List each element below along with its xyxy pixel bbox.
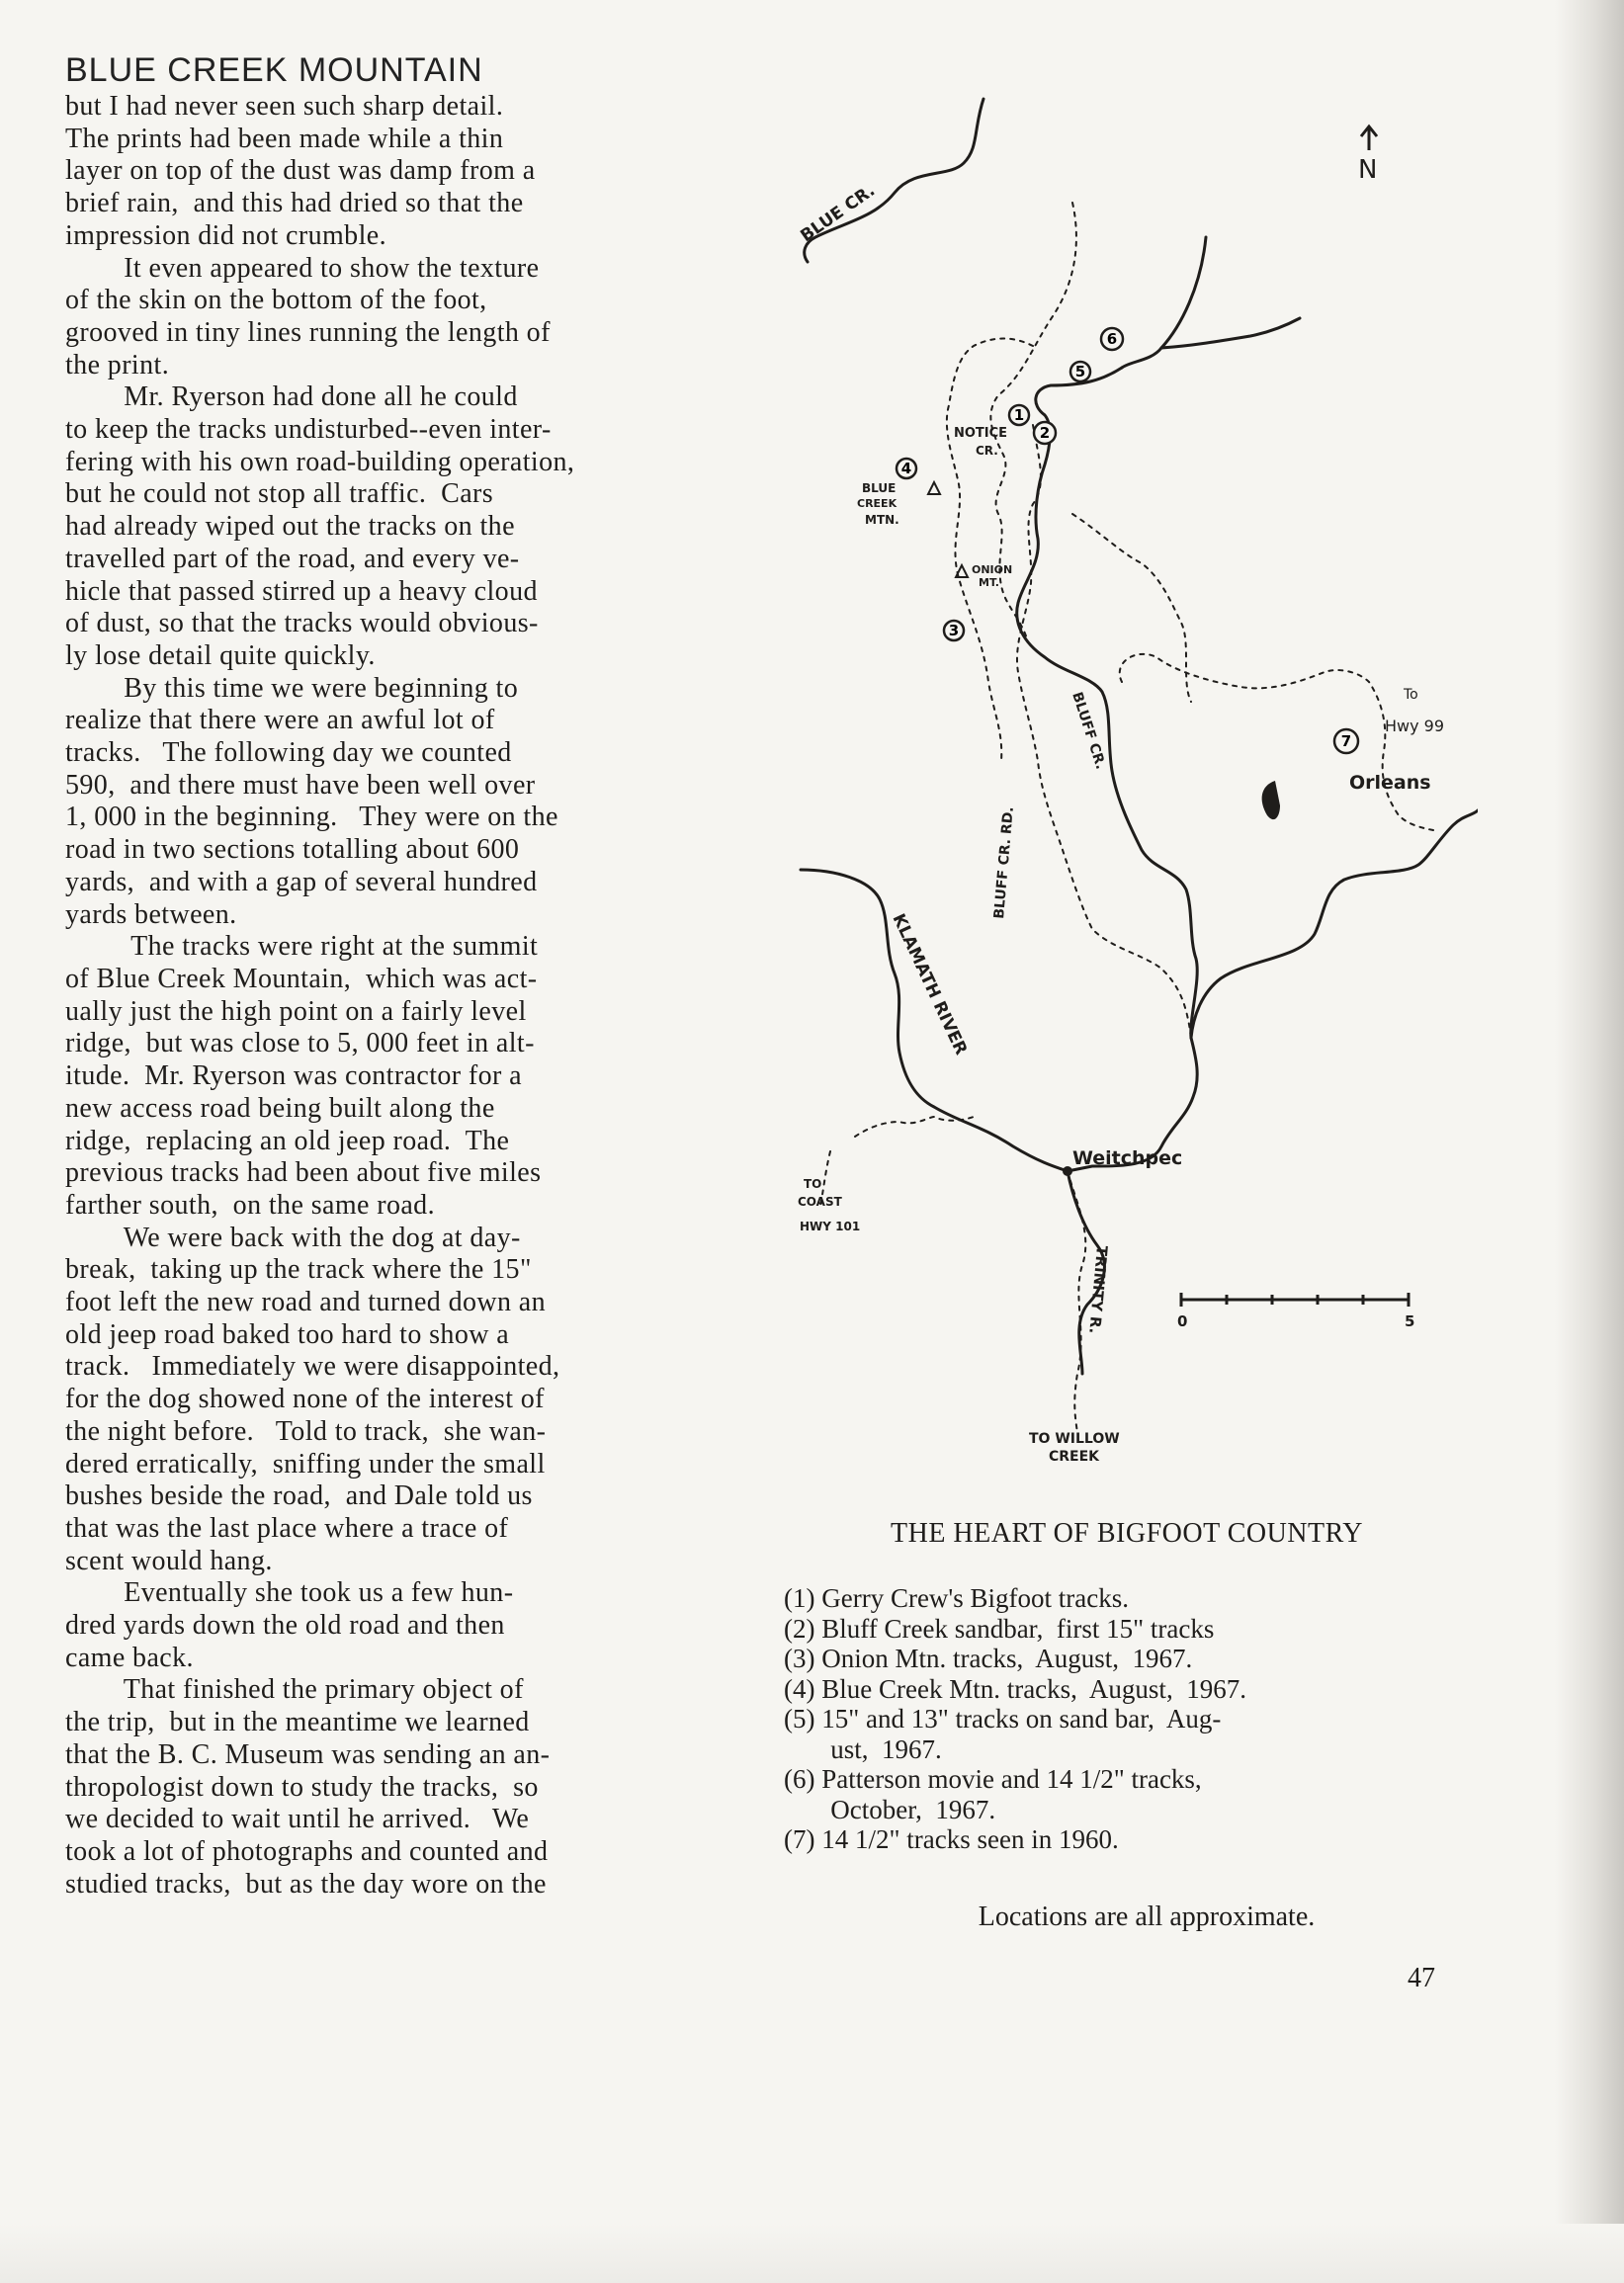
body-line: yards, and with a gap of several hundred xyxy=(65,866,538,897)
body-line: the trip, but in the meantime we learned xyxy=(65,1707,530,1738)
body-line: 590, and there must have been well over xyxy=(65,769,536,801)
body-line: travelled part of the road, and every ve- xyxy=(65,543,520,574)
marker-7 xyxy=(1334,729,1358,753)
body-line: impression did not crumble. xyxy=(65,219,386,251)
map-caption-title: THE HEART OF BIGFOOT COUNTRY xyxy=(891,1518,1363,1549)
body-line: The prints had been made while a thin xyxy=(65,123,504,154)
to-willow-creek-label-1: TO WILLOW xyxy=(1029,1431,1120,1447)
body-line: fering with his own road-building operation, xyxy=(65,446,575,477)
body-line: studied tracks, but as the day wore on the xyxy=(65,1868,547,1900)
body-line: We were back with the dog at day- xyxy=(65,1222,521,1253)
body-line: realize that there were an awful lot of xyxy=(65,705,495,736)
to-coast-label-1: TO xyxy=(804,1177,822,1191)
weitchpec-town-icon xyxy=(1063,1166,1072,1176)
legend-item: (2) Bluff Creek sandbar, first 15" tracks xyxy=(784,1613,1215,1644)
body-line: new access road being built along the xyxy=(65,1092,495,1124)
body-line: itude. Mr. Ryerson was contractor for a xyxy=(65,1060,522,1092)
body-line: the night before. Told to track, she wan- xyxy=(65,1415,547,1447)
north-arrow-icon xyxy=(1361,127,1377,150)
body-line: came back. xyxy=(65,1642,194,1673)
page-edge-shadow xyxy=(1555,0,1624,2283)
legend-item: ust, 1967. xyxy=(784,1733,942,1764)
willow-creek-road xyxy=(1068,1171,1085,1433)
bigfoot-country-map xyxy=(786,89,1478,1492)
body-line: ridge, but was close to 5, 000 feet in alt- xyxy=(65,1028,535,1059)
body-line: of Blue Creek Mountain, which was act- xyxy=(65,963,538,994)
body-line: brief rain, and this had dried so that the xyxy=(65,188,524,219)
map-drawing xyxy=(786,89,1478,1492)
marker-6 xyxy=(1101,328,1123,350)
upper-creek-branch xyxy=(1161,318,1300,348)
blue-creek-line xyxy=(805,99,983,262)
svg-text:6: 6 xyxy=(1106,330,1118,348)
svg-text:5: 5 xyxy=(1074,363,1086,380)
body-line: that was the last place where a trace of xyxy=(65,1512,509,1544)
legend-item: (6) Patterson movie and 14 1/2" tracks, xyxy=(784,1764,1202,1794)
bluff-creek-line xyxy=(1017,368,1197,1038)
onion-mt-label-1: ONION xyxy=(972,563,1013,576)
svg-text:7: 7 xyxy=(1340,732,1352,750)
blue-creek-mtn-label-3: MTN. xyxy=(865,513,899,527)
to-hwy-99-label-1: To xyxy=(1404,687,1418,703)
body-line: we decided to wait until he arrived. We xyxy=(65,1804,530,1835)
body-line: yards between. xyxy=(65,898,237,930)
body-line: road in two sections totalling about 600 xyxy=(65,834,520,866)
blue-creek-ridge-road xyxy=(990,203,1076,642)
main-text-column xyxy=(65,49,737,1901)
klamath-river-label: KLAMATH RIVER xyxy=(888,910,972,1058)
marker-2 xyxy=(1034,422,1056,444)
body-line: foot left the new road and turned down an xyxy=(65,1287,547,1318)
body-line: had already wiped out the tracks on the xyxy=(65,511,515,543)
body-line: ridge, replacing an old jeep road. The xyxy=(65,1125,510,1156)
marker-4 xyxy=(897,459,916,478)
blue-creek-mtn-label-2: CREEK xyxy=(857,497,897,510)
body-line: That finished the primary object of xyxy=(65,1674,524,1706)
body-line: that the B. C. Museum was sending an an- xyxy=(65,1738,551,1770)
map-caption-note: Locations are all approximate. xyxy=(978,1902,1316,1932)
marker-5 xyxy=(1070,362,1090,381)
to-coast-road xyxy=(820,1117,974,1206)
klamath-river-upper xyxy=(1191,810,1478,1038)
legend-item: (5) 15" and 13" tracks on sand bar, Aug- xyxy=(784,1704,1222,1733)
body-line: the print. xyxy=(65,349,170,380)
body-line: grooved in tiny lines running the length of xyxy=(65,316,551,348)
body-line: It even appeared to show the texture xyxy=(65,252,540,284)
body-line: ually just the high point on a fairly level xyxy=(65,995,527,1027)
bluff-cr-label: BLUFF CR. xyxy=(1068,690,1109,772)
trinity-river-label: TRINITY R. xyxy=(1085,1244,1111,1335)
page-bottom-edge xyxy=(0,2224,1624,2283)
body-line: hicle that passed stirred up a heavy cloud xyxy=(65,575,538,607)
to-coast-label-3: HWY 101 xyxy=(800,1220,861,1233)
scale-start-label: 0 xyxy=(1177,1312,1188,1330)
klamath-river-lower xyxy=(801,870,1068,1171)
notice-cr-label-1: NOTICE xyxy=(954,426,1008,441)
body-line: By this time we were beginning to xyxy=(65,672,519,704)
legend-item: (3) Onion Mtn. tracks, August, 1967. xyxy=(784,1644,1193,1673)
body-line: ly lose detail quite quickly. xyxy=(65,639,376,671)
legend-item: (7) 14 1/2" tracks seen in 1960. xyxy=(784,1824,1119,1854)
body-line: layer on top of the dust was damp from a xyxy=(65,155,536,187)
marker-1 xyxy=(1009,405,1029,425)
svg-text:1: 1 xyxy=(1013,406,1025,424)
marker-3 xyxy=(944,621,964,640)
ridge-trail-east xyxy=(1072,514,1191,702)
bluff-cr-rd-label: BLUFF CR. RD. xyxy=(991,805,1017,920)
body-line: track. Immediately we were disappointed, xyxy=(65,1351,560,1383)
legend-item: (4) Blue Creek Mtn. tracks, August, 1967. xyxy=(784,1673,1246,1704)
orleans-town-icon xyxy=(1262,781,1280,819)
scale-end-label: 5 xyxy=(1405,1312,1415,1330)
svg-text:4: 4 xyxy=(900,460,912,477)
body-line: of dust, so that the tracks would obvious- xyxy=(65,608,539,639)
body-line: The tracks were right at the summit xyxy=(65,931,539,963)
body-line: to keep the tracks undisturbed--even inter- xyxy=(65,414,552,446)
notice-road xyxy=(947,339,1033,762)
legend-item: October, 1967. xyxy=(784,1794,996,1824)
onion-mt-label-2: MT. xyxy=(979,576,999,589)
body-line: but he could not stop all traffic. Cars xyxy=(65,478,494,510)
body-line: dered erratically, sniffing under the small xyxy=(65,1448,546,1480)
body-line: Mr. Ryerson had done all he could xyxy=(65,381,518,413)
blue-creek-mtn-label-1: BLUE xyxy=(862,481,897,495)
legend-item: (1) Gerry Crew's Bigfoot tracks. xyxy=(784,1583,1130,1613)
to-hwy-99-label-2: Hwy 99 xyxy=(1385,717,1445,735)
body-line: old jeep road baked too hard to show a xyxy=(65,1318,510,1350)
body-line: took a lot of photographs and counted and xyxy=(65,1835,549,1867)
blue-cr-label: BLUE CR. xyxy=(797,180,880,247)
body-line: break, taking up the track where the 15" xyxy=(65,1254,532,1286)
scale-bar xyxy=(1181,1293,1409,1307)
body-line: Eventually she took us a few hun- xyxy=(65,1577,514,1609)
body-line: tracks. The following day we counted xyxy=(65,737,512,769)
to-willow-creek-label-2: CREEK xyxy=(1049,1449,1100,1465)
running-header: BLUE CREEK MOUNTAIN xyxy=(65,51,483,89)
body-line: of the skin on the bottom of the foot, xyxy=(65,285,487,316)
body-line: for the dog showed none of the interest of xyxy=(65,1384,545,1415)
svg-text:2: 2 xyxy=(1039,424,1051,442)
blue-creek-mtn-summit-icon xyxy=(928,482,940,494)
bluff-creek-road xyxy=(1017,425,1191,1038)
body-line: dred yards down the old road and then xyxy=(65,1610,505,1642)
body-line: previous tracks had been about five miles xyxy=(65,1157,542,1189)
body-line: farther south, on the same road. xyxy=(65,1189,435,1221)
body-line: but I had never seen such sharp detail. xyxy=(65,91,504,122)
body-line: 1, 000 in the beginning. They were on the xyxy=(65,802,558,833)
body-line: thropologist down to study the tracks, so xyxy=(65,1771,539,1803)
map-legend xyxy=(784,1583,1476,1855)
to-coast-label-2: COAST xyxy=(798,1195,842,1209)
notice-cr-label-2: CR. xyxy=(976,444,998,458)
north-label: N xyxy=(1358,155,1378,185)
body-line: scent would hang. xyxy=(65,1545,273,1576)
body-line: bushes beside the road, and Dale told us xyxy=(65,1480,533,1512)
weitchpec-label: Weitchpec xyxy=(1072,1147,1183,1169)
body-text xyxy=(65,91,737,1901)
orleans-label: Orleans xyxy=(1349,772,1431,794)
page-number: 47 xyxy=(1408,1963,1435,1993)
svg-text:3: 3 xyxy=(948,622,960,639)
location-markers xyxy=(897,328,1358,753)
